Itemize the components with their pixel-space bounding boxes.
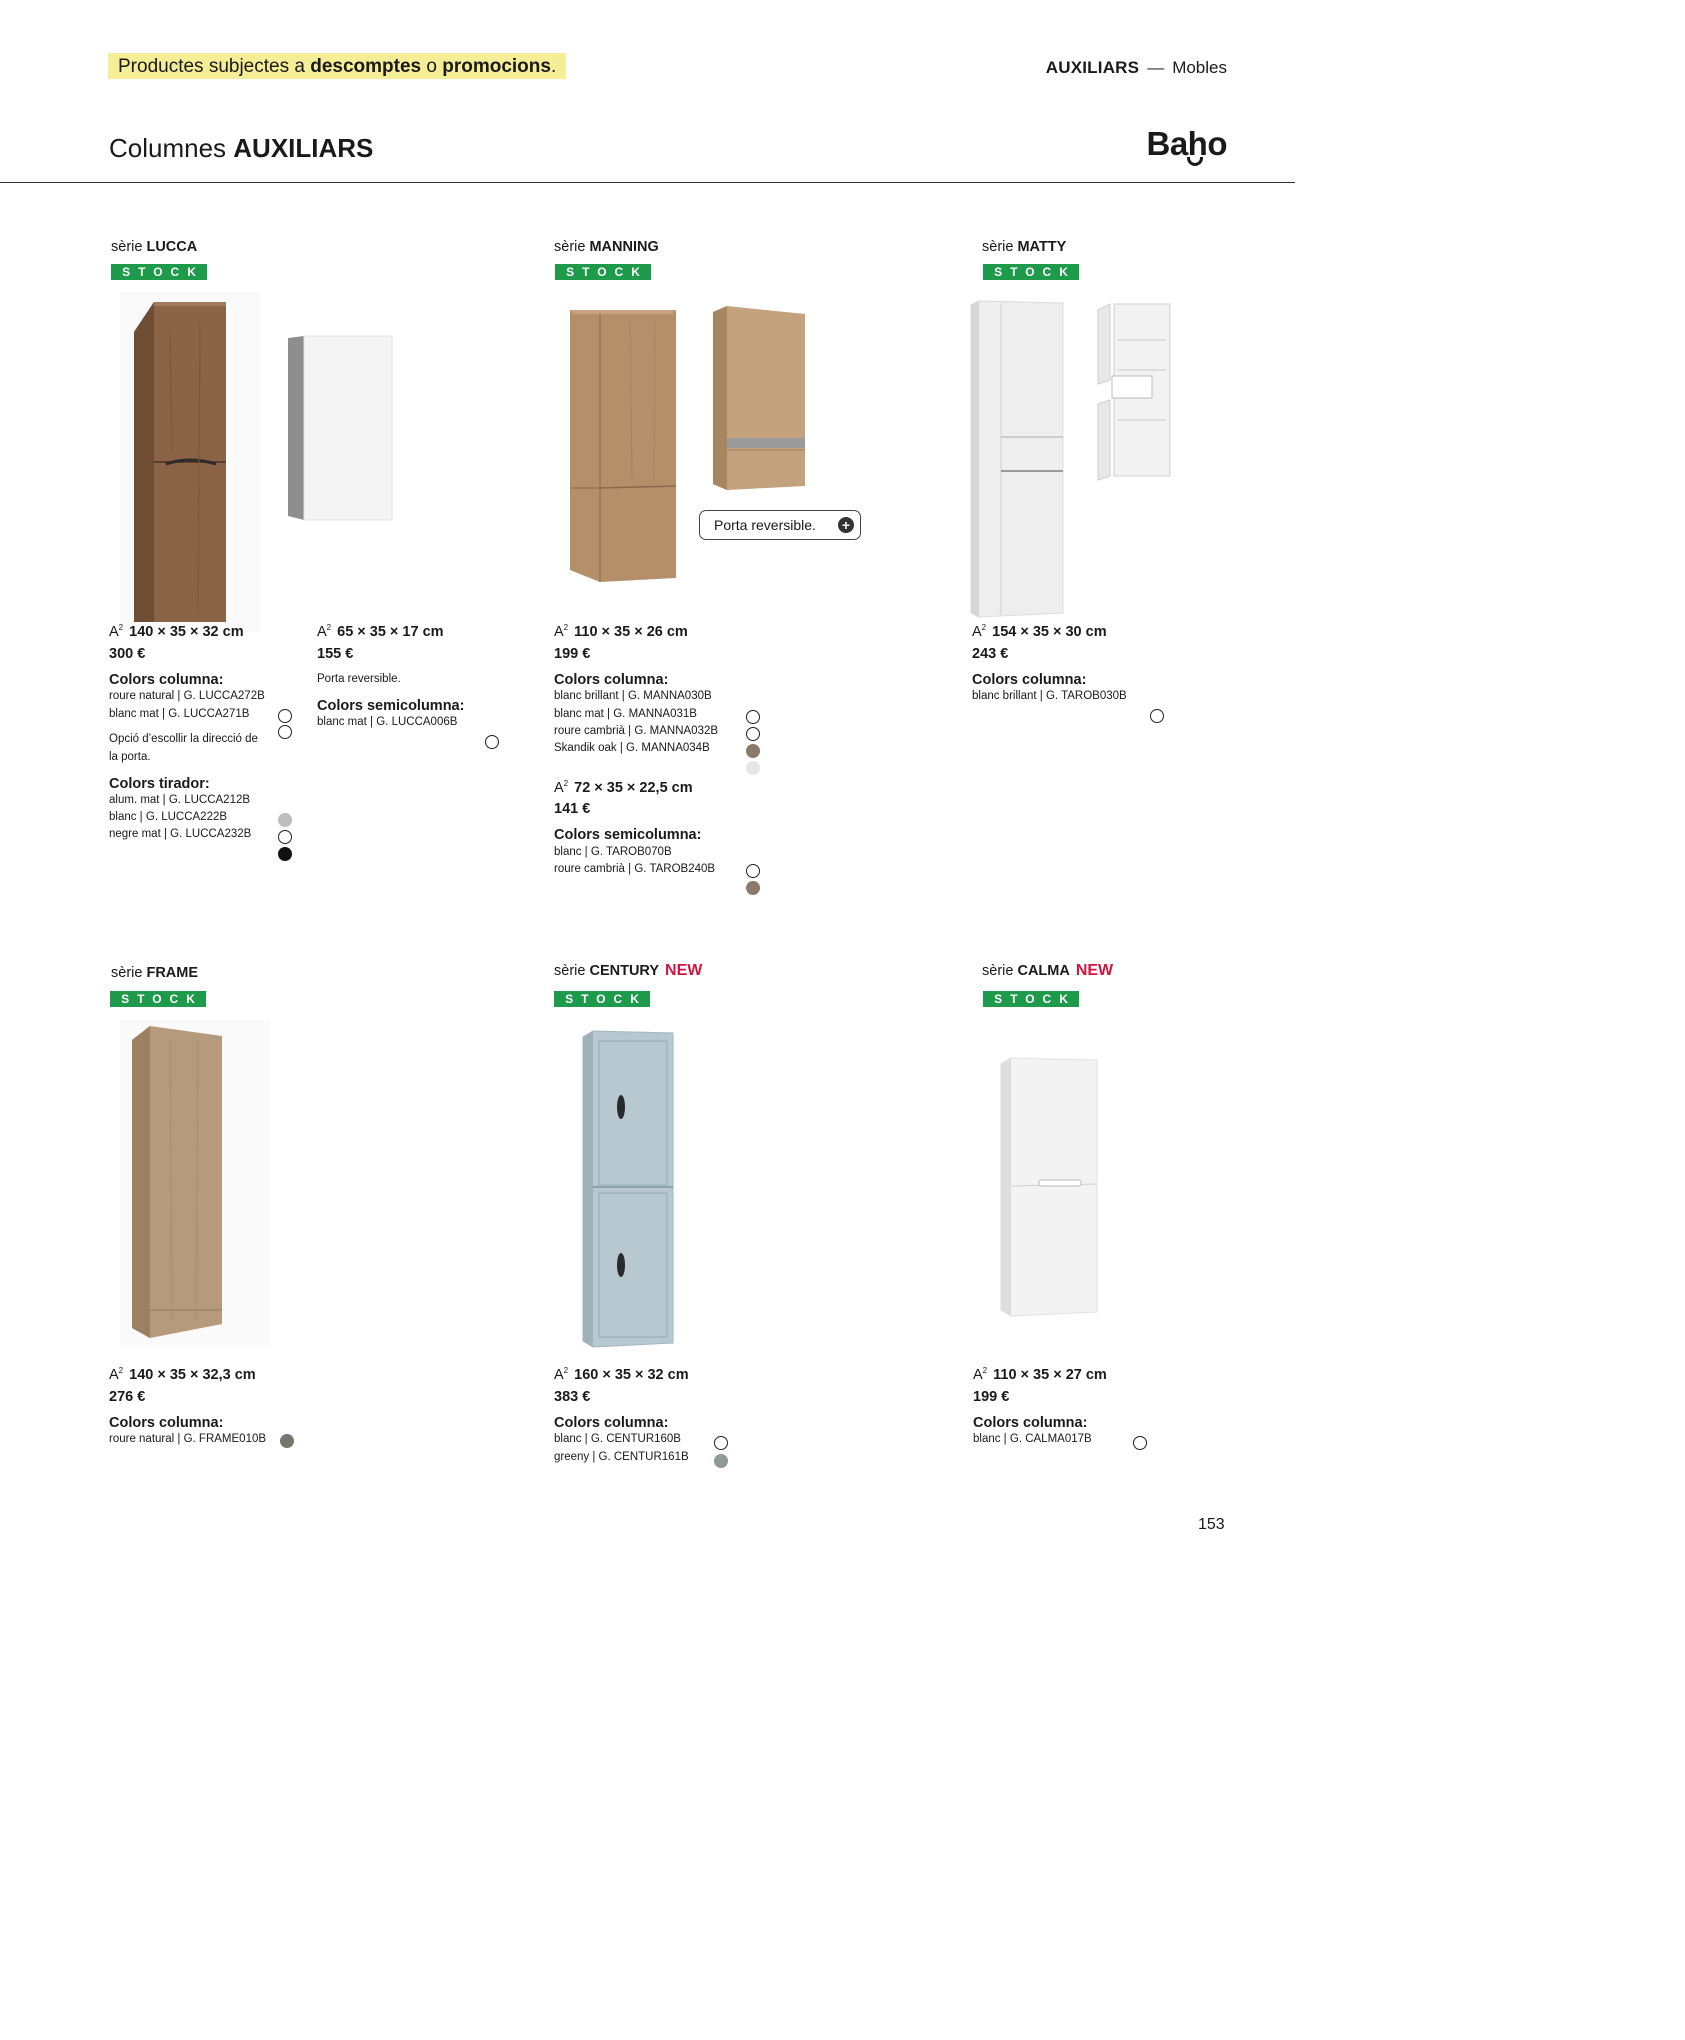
serie-matty-title: sèrie MATTY	[982, 239, 1067, 255]
brand-logo: Baho	[1146, 125, 1227, 162]
promo-bold-discounts: descomptes	[310, 56, 422, 77]
matty-column-dimensions: $A^2$ 154 × 35 × 30 cm	[972, 623, 1107, 640]
manning-column-price: 199 €	[554, 646, 591, 662]
swatch-roure-cambria	[746, 881, 760, 895]
frame-column-colors-title: Colors columna:	[109, 1415, 224, 1431]
new-badge: NEW	[1075, 962, 1114, 979]
frame-column-price: 276 €	[109, 1389, 146, 1405]
swatch-blanc	[714, 1436, 728, 1450]
color-line: greeny | G. CENTUR161B	[554, 1451, 689, 1463]
color-line: blanc | G. CENTUR160B	[554, 1433, 681, 1445]
swatch-skandik-oak	[746, 761, 760, 775]
frame-column-dimensions: $A^2$ 140 × 35 × 32,3 cm	[109, 1366, 256, 1383]
header-divider	[0, 182, 1295, 183]
color-line: blanc mat | G. LUCCA271B	[109, 708, 250, 720]
manning-column-dimensions: $A^2$ 110 × 35 × 26 cm	[554, 623, 688, 640]
swatch-blanc	[278, 830, 292, 844]
serie-lucca-title: sèrie LUCCA	[111, 239, 198, 255]
calma-column-colors-title: Colors columna:	[973, 1415, 1088, 1431]
lucca-semicolumn-price: 155 €	[317, 646, 354, 662]
lucca-column-image	[120, 292, 260, 632]
swatch-greeny	[714, 1454, 728, 1468]
lucca-column-colors-title: Colors columna:	[109, 672, 224, 688]
promo-bold-promotions: promocions	[442, 56, 551, 77]
page-number: 153	[1198, 1516, 1225, 1533]
lucca-column-dimensions: $A^2$ 140 × 35 × 32 cm	[109, 623, 244, 640]
lucca-semicolumn-dimensions: $A^2$ 65 × 35 × 17 cm	[317, 623, 444, 640]
serie-century-title: sèrie CENTURY NEW	[554, 962, 703, 979]
lucca-door-note: Opció d’escollir la direcció de la porta.	[109, 733, 258, 763]
lucca-semicolumn-colors-title: Colors semicolumna:	[317, 698, 465, 714]
matty-column-price: 243 €	[972, 646, 1009, 662]
swatch-roure-natural	[278, 709, 292, 723]
manning-column-image	[560, 300, 710, 585]
swatch-blanc	[746, 864, 760, 878]
lucca-semicolumn-image	[280, 330, 400, 525]
color-line: blanc | G. CALMA017B	[973, 1433, 1092, 1445]
swatch-alum-mat	[278, 813, 292, 827]
color-line: blanc brillant | G. MANNA030B	[554, 690, 712, 702]
page-title: Columnes AUXILIARS	[109, 133, 374, 163]
color-line: roure cambrià | G. MANNA032B	[554, 725, 719, 737]
plus-icon[interactable]: +	[838, 517, 854, 533]
reversible-door-callout[interactable]: Porta reversible. +	[699, 510, 861, 540]
manning-semicolumn-dimensions: $A^2$ 72 × 35 × 22,5 cm	[554, 779, 693, 796]
serie-frame-title: sèrie FRAME	[111, 965, 199, 981]
century-column-price: 383 €	[554, 1389, 591, 1405]
serie-calma-title: sèrie CALMA NEW	[982, 962, 1114, 979]
swatch-blanc	[1133, 1436, 1147, 1450]
swatch-blanc-brillant	[746, 710, 760, 724]
matty-column-colors-title: Colors columna:	[972, 672, 1087, 688]
swatch-blanc-mat	[485, 735, 499, 749]
swatch-roure-cambria	[746, 744, 760, 758]
color-line: blanc | G. TAROB070B	[554, 846, 672, 858]
matty-open-column-image	[1090, 300, 1175, 485]
swatch-negre-mat	[278, 847, 292, 861]
calma-column-image	[995, 1050, 1105, 1320]
swatch-blanc-brillant	[1150, 709, 1164, 723]
manning-semicolumn-image	[705, 300, 815, 495]
new-badge: NEW	[665, 962, 703, 979]
stock-badge: STOCK	[110, 991, 206, 1007]
frame-column-image	[120, 1020, 270, 1345]
manning-semicolumn-price: 141 €	[554, 801, 591, 817]
color-line: blanc mat | G. MANNA031B	[554, 708, 697, 720]
color-line: alum. mat | G. LUCCA212B	[109, 794, 251, 806]
color-line: blanc brillant | G. TAROB030B	[972, 690, 1127, 702]
swatch-blanc-mat	[746, 727, 760, 741]
color-line: blanc | G. LUCCA222B	[109, 811, 228, 823]
color-line: Skandik oak | G. MANNA034B	[554, 742, 710, 754]
logo-smile-icon	[1187, 157, 1203, 166]
lucca-column-price: 300 €	[109, 646, 146, 662]
century-column-image	[575, 1025, 685, 1350]
century-column-dimensions: $A^2$ 160 × 35 × 32 cm	[554, 1366, 689, 1383]
color-line: blanc mat | G. LUCCA006B	[317, 716, 458, 728]
century-column-colors-title: Colors columna:	[554, 1415, 669, 1431]
swatch-roure-natural	[280, 1434, 294, 1448]
calma-column-dimensions: $A^2$ 110 × 35 × 27 cm	[973, 1366, 1107, 1383]
color-line: roure natural | G. FRAME010B	[109, 1433, 267, 1445]
manning-semicolumn-colors-title: Colors semicolumna:	[554, 827, 702, 843]
matty-column-image	[965, 295, 1070, 620]
serie-manning-title: sèrie MANNING	[554, 239, 659, 255]
color-line: roure cambrià | G. TAROB240B	[554, 863, 716, 875]
swatch-blanc-mat	[278, 725, 292, 739]
lucca-semicolumn-note: Porta reversible.	[317, 673, 401, 685]
stock-badge: STOCK	[983, 991, 1079, 1007]
calma-column-price: 199 €	[973, 1389, 1010, 1405]
promo-banner: Productes subjectes a descomptes o promocions.	[108, 53, 566, 79]
stock-badge: STOCK	[983, 264, 1079, 280]
section-label: AUXILIARS — Mobles	[1045, 58, 1227, 77]
color-line: negre mat | G. LUCCA232B	[109, 828, 252, 840]
color-line: roure natural | G. LUCCA272B	[109, 690, 265, 702]
manning-column-colors-title: Colors columna:	[554, 672, 669, 688]
stock-badge: STOCK	[555, 264, 651, 280]
stock-badge: STOCK	[111, 264, 207, 280]
stock-badge: STOCK	[554, 991, 650, 1007]
lucca-handle-colors-title: Colors tirador:	[109, 776, 210, 792]
